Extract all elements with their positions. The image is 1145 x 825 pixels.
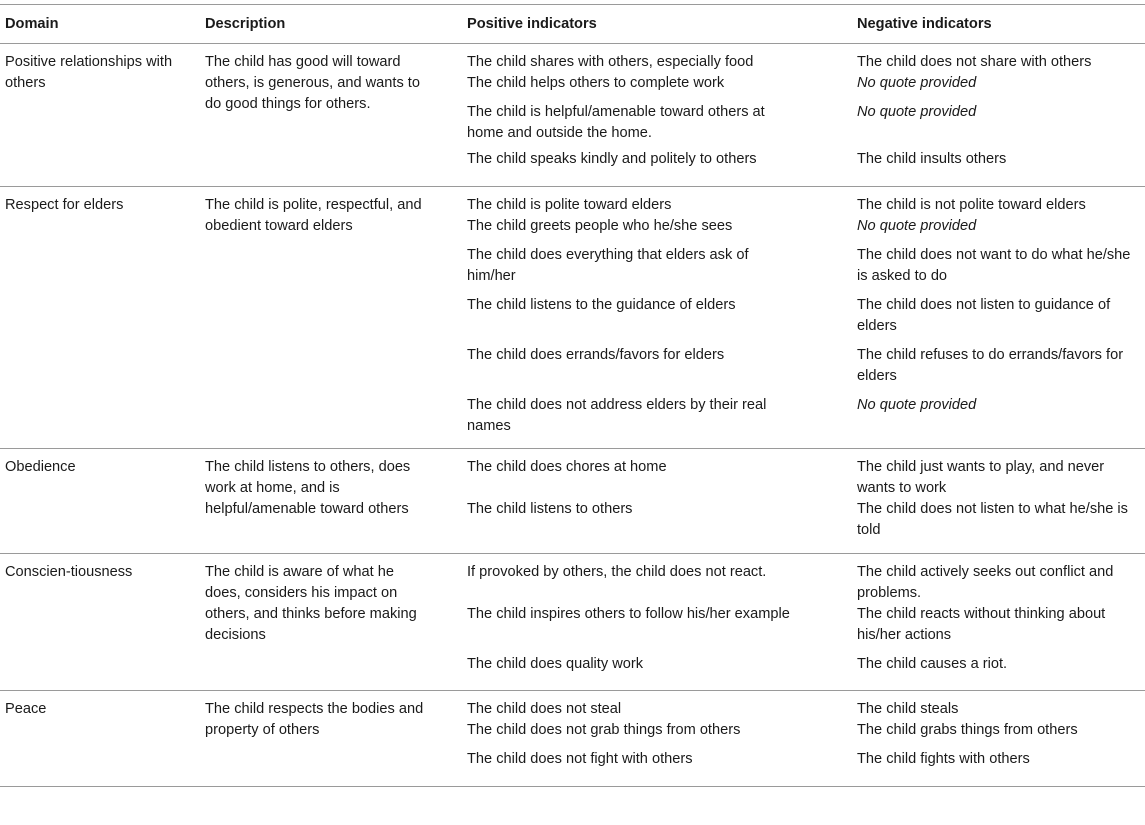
positive-indicator-cell: The child does not steal	[467, 701, 622, 717]
positive-indicator-cell: The child does not fight with others	[467, 751, 693, 767]
description-cell: The child respects the bodies and property of others	[205, 701, 424, 738]
domain-group	[0, 44, 1145, 187]
negative-indicator-cell: The child steals	[857, 701, 959, 717]
positive-indicator-cell: If provoked by others, the child does not react.	[467, 563, 767, 580]
negative-indicator-cell: The child fights with others	[857, 751, 1030, 767]
domain-group	[0, 449, 1145, 554]
positive-indicator-cell: The child does everything that elders ask of him/her	[467, 246, 749, 284]
positive-indicator-cell: The child does quality work	[467, 655, 644, 672]
positive-indicator-cell: The child inspires others to follow his/her example	[467, 605, 790, 622]
table-row	[0, 186, 1145, 216]
positive-indicator-cell: The child does errands/favors for elders	[467, 346, 725, 363]
table-row	[0, 691, 1145, 721]
negative-indicator-cell: The child is not polite toward elders	[857, 196, 1086, 213]
description-cell: The child has good will toward others, is generous, and wants to do good things for others.	[205, 54, 420, 112]
header-negative-indicators: Negative indicators	[857, 16, 992, 32]
negative-indicator-cell: The child does not listen to guidance of elders	[857, 296, 1111, 334]
domain-group	[0, 186, 1145, 449]
domain-cell: Respect for elders	[5, 196, 124, 213]
domain-group	[0, 691, 1145, 787]
header-domain: Domain	[5, 16, 59, 32]
positive-indicator-cell: The child does not grab things from others	[467, 722, 741, 738]
description-cell: The child is polite, respectful, and obedient toward elders	[205, 196, 422, 234]
negative-indicator-cell: No quote provided	[857, 75, 977, 91]
positive-indicator-cell: The child does not address elders by their real names	[467, 396, 767, 434]
negative-indicator-cell: The child does not share with others	[857, 54, 1092, 70]
header-row	[0, 5, 1145, 44]
negative-indicator-cell: The child causes a riot.	[857, 655, 1008, 672]
negative-indicator-cell: The child grabs things from others	[857, 722, 1078, 738]
positive-indicator-cell: The child greets people who he/she sees	[467, 217, 733, 234]
positive-indicator-cell: The child does chores at home	[467, 459, 667, 475]
header-positive-indicators: Positive indicators	[467, 16, 597, 32]
positive-indicator-cell: The child listens to the guidance of elders	[467, 296, 736, 313]
positive-indicator-cell: The child speaks kindly and politely to others	[467, 151, 757, 167]
negative-indicator-cell: The child does not want to do what he/she is asked to do	[857, 246, 1131, 284]
positive-indicator-cell: The child shares with others, especially food	[467, 54, 754, 70]
positive-indicator-cell: The child is polite toward elders	[467, 196, 672, 213]
negative-indicator-cell: The child insults others	[857, 151, 1007, 167]
indicators-table	[0, 4, 1145, 787]
negative-indicator-cell: The child refuses to do errands/favors for elders	[857, 346, 1124, 384]
domain-cell: Positive relationships with others	[5, 54, 173, 91]
positive-indicator-cell: The child listens to others	[467, 501, 633, 517]
header-description: Description	[205, 16, 286, 32]
domain-cell: Obedience	[5, 459, 76, 475]
table-row	[0, 553, 1145, 604]
description-cell: The child listens to others, does work at home, and is helpful/amenable toward others	[205, 459, 411, 517]
negative-indicator-cell: No quote provided	[857, 396, 977, 413]
positive-indicator-cell: The child is helpful/amenable toward others at home and outside the home.	[467, 104, 765, 141]
negative-indicator-cell: The child does not listen to what he/she is told	[857, 501, 1128, 538]
domain-group	[0, 553, 1145, 691]
table-row	[0, 449, 1145, 500]
negative-indicator-cell: The child actively seeks out conflict and problems.	[857, 563, 1114, 601]
negative-indicator-cell: The child just wants to play, and never wants to work	[857, 459, 1105, 496]
negative-indicator-cell: No quote provided	[857, 104, 977, 120]
negative-indicator-cell: No quote provided	[857, 217, 977, 234]
negative-indicator-cell: The child reacts without thinking about his/her actions	[857, 605, 1106, 643]
positive-indicator-cell: The child helps others to complete work	[467, 75, 725, 91]
description-cell: The child is aware of what he does, considers his impact on others, and thinks before making decisions	[205, 563, 417, 643]
domain-cell: Peace	[5, 701, 47, 717]
table-row	[0, 44, 1145, 74]
domain-cell: Conscien-tiousness	[5, 563, 133, 580]
